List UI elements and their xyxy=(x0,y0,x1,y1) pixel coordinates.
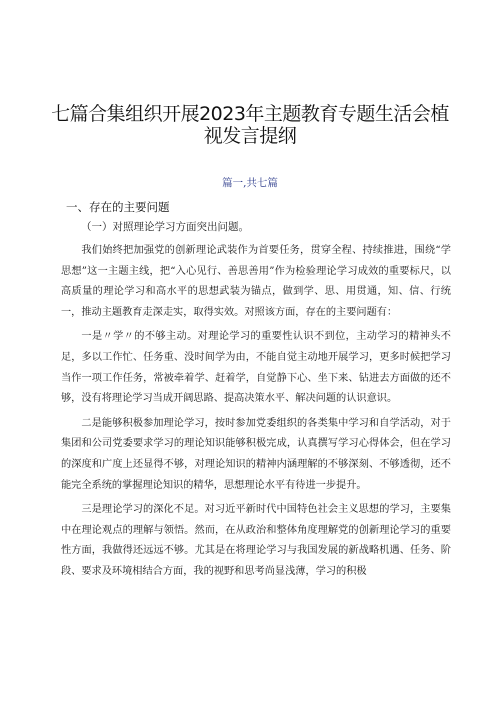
subsection-heading: （一）对照理论学习方面突出问题。 xyxy=(81,221,249,233)
document-title-line-2: 视发言提纲 xyxy=(203,125,297,147)
body-paragraph: 我们始终把加强党的创新理论武装作为首要任务，贯穿全程、持续推进，围绕“学思想”这一主题主线，把“入心见行、善思善用”作为检验理论学习成效的重要标尺，以高质量的理论学习和高水平的思想武装为锚点，做到学、思、用贯通，知、信、行统一，推动主题教育走深走实，取得实效。对照该方面，存在的主要问题有： xyxy=(61,245,451,318)
body-paragraph: 三是理论学习的深化不足。对习近平新时代中国特色社会主义思想的学习，主要集中在理论观点的理解与领悟。然而，在从政治和整体角度理解党的创新理论学习的重要性方面，我做得还远远不够。尤其是在将理论学习与我国发展的新战略机遇、任务、阶段、要求及环境相结合方面，我的视野和思考尚显浅薄，学习的积极 xyxy=(61,504,451,577)
section-heading: 一、存在的主要问题 xyxy=(66,200,170,214)
document-body xyxy=(61,241,451,587)
body-paragraph: 二是能够积极参加理论学习，按时参加党委组织的各类集中学习和自学活动，对于集团和公司党委要求学习的理论知识能够积极完成，认真撰写学习心得体会，但在学习的深度和广度上还显得不够，对理论知识的精神内涵理解的不够深刻、不够透彻，还不能完全系统的掌握理论知识的精华，思想理论水平有待进一步提升。 xyxy=(61,417,451,491)
body-paragraph: 一是〃学〃的不够主动。对理论学习的重要性认识不到位，主动学习的精神头不足，多以工作忙、任务重、没时间学为由，不能自觉主动地开展学习，更多时候把学习当作一项工作任务，常被牵着学、赶着学，自觉静下心、坐下来、钻进去方面做的还不够，没有将理论学习当成开阔思路、提高决策水平、解决问题的认识意识。 xyxy=(61,331,451,405)
document-title-line-1: 七篇合集组织开展2023年主题教育专题生活会植 xyxy=(51,103,449,125)
document-subtitle: 篇一,共七篇 xyxy=(222,177,278,189)
